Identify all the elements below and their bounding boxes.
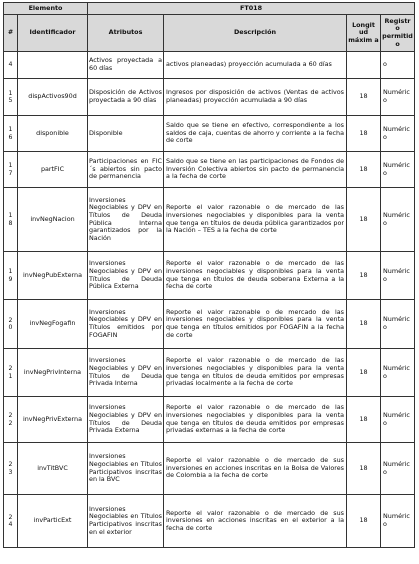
cell-registro: Numéric o xyxy=(381,152,415,188)
cell-registro: Numéric o xyxy=(381,495,415,548)
cell-identificador: invParticExt xyxy=(18,495,88,548)
cell-atributos: Inversiones Negociables en Títulos Participativos inscritas en la BVC xyxy=(88,443,164,495)
cell-longitud: 18 xyxy=(347,397,381,443)
cell-identificador: invNegNacion xyxy=(18,188,88,252)
col-header-number: # xyxy=(4,15,18,52)
table-row xyxy=(4,252,415,300)
row-number xyxy=(4,252,18,300)
cell-registro: o xyxy=(381,52,415,79)
row-number-digit: 0 xyxy=(8,324,13,331)
row-number-digit: 4 xyxy=(8,61,13,69)
cell-identificador: invNegPrivInterna xyxy=(18,349,88,397)
cell-atributos: Inversiones Negociables y DPV en Títulos de Deuda Privada Externa xyxy=(88,397,164,443)
cell-descripcion: Reporte el valor razonable o de mercado de las inversiones negociables y disponibles para la venta que tenga en títulos de deuda emitidos por empresas privadas externas a la fecha de corte xyxy=(164,397,347,443)
cell-descripcion: Reporte el valor razonable o de mercado de sus inversiones en acciones inscritas en la Bolsa de Valores de Colombia a la fecha de corte xyxy=(164,443,347,495)
cell-atributos: Inversiones Negociables y DPV en Títulos emitidos por FOGAFIN xyxy=(88,300,164,349)
row-number xyxy=(4,495,18,548)
table-row xyxy=(4,116,415,152)
row-number xyxy=(4,300,18,349)
cell-registro: Numéric o xyxy=(381,79,415,116)
cell-registro: Numéric o xyxy=(381,300,415,349)
table-row xyxy=(4,300,415,349)
cell-atributos: Disposición de Activos proyectada a 90 días xyxy=(88,79,164,116)
cell-descripcion: Saldo que se tiene en las participaciones de Fondos de Inversión Colectiva abiertos sin pacto de permanencia a la fecha de corte xyxy=(164,152,347,188)
ft018-table xyxy=(3,2,415,548)
cell-descripcion: activos planeadas) proyección acumulada a 60 días xyxy=(164,52,347,79)
cell-atributos: Inversiones Negociables en Títulos Participativos inscritas en el exterior xyxy=(88,495,164,548)
table-body xyxy=(4,52,415,548)
cell-atributos: Inversiones Negociables y DPV en Títulos de Deuda Pública Interna garantizados por la Nación xyxy=(88,188,164,252)
cell-longitud: 18 xyxy=(347,443,381,495)
format-code-header: FT018 xyxy=(88,3,415,15)
cell-longitud: 18 xyxy=(347,300,381,349)
cell-descripcion: Reporte el valor razonable o de mercado de las inversiones negociables y disponibles para la venta que tenga en títulos de deuda soberana Externa a la fecha de corte xyxy=(164,252,347,300)
cell-descripcion: Reporte el valor razonable o de mercado de sus inversiones en acciones inscritas en el exterior a la fecha de corte xyxy=(164,495,347,548)
cell-descripcion: Ingresos por disposición de activos (Ventas de activos planeadas) proyección acumulada a 90 días xyxy=(164,79,347,116)
row-number-digit: 2 xyxy=(8,513,13,521)
table-row xyxy=(4,52,415,79)
cell-registro: Numéric o xyxy=(381,252,415,300)
cell-registro: Numéric o xyxy=(381,116,415,152)
cell-atributos: Inversiones Negociables y DPV en Títulos de Deuda Pública Externa xyxy=(88,252,164,300)
cell-atributos: Participaciones en FIC´s abiertos sin pacto de permanencia xyxy=(88,152,164,188)
row-number xyxy=(4,116,18,152)
cell-longitud: 18 xyxy=(347,495,381,548)
row-number-digit: 2 xyxy=(8,419,13,427)
row-number xyxy=(4,443,18,495)
cell-longitud: 18 xyxy=(347,349,381,397)
col-header-longitud: Longit ud máxim a xyxy=(347,15,381,52)
cell-longitud: 18 xyxy=(347,188,381,252)
row-number-digit: 2 xyxy=(8,461,13,469)
cell-longitud xyxy=(347,52,381,79)
cell-atributos: Disponible xyxy=(88,116,164,152)
row-number-digit: 5 xyxy=(8,97,13,104)
cell-registro: Numéric o xyxy=(381,349,415,397)
cell-identificador: invNegPrivExterna xyxy=(18,397,88,443)
cell-descripcion: Reporte el valor razonable o de mercado de las inversiones negociables y disponibles para la venta que tenga en títulos emitidos por FOGAFIN a la fecha de corte xyxy=(164,300,347,349)
cell-longitud: 18 xyxy=(347,152,381,188)
cell-registro: Numéric o xyxy=(381,443,415,495)
cell-identificador: invTitBVC xyxy=(18,443,88,495)
cell-identificador: dispActivos90d xyxy=(18,79,88,116)
row-number-digit: 2 xyxy=(8,316,13,324)
row-number-digit: 4 xyxy=(8,521,13,528)
cell-longitud: 18 xyxy=(347,116,381,152)
cell-longitud: 18 xyxy=(347,79,381,116)
cell-identificador: disponible xyxy=(18,116,88,152)
row-number xyxy=(4,152,18,188)
cell-descripcion: Saldo que se tiene en efectivo, correspondiente a los saldos de caja, cuentas de ahorro y corriente a la fecha de corte xyxy=(164,116,347,152)
table-row xyxy=(4,79,415,116)
table-row xyxy=(4,443,415,495)
header-row-columns xyxy=(4,15,415,52)
row-number-digit: 2 xyxy=(8,365,13,373)
col-header-registro: Registr o permitid o xyxy=(381,15,415,52)
table-row xyxy=(4,188,415,252)
cell-longitud: 18 xyxy=(347,252,381,300)
row-number-digit: 1 xyxy=(8,126,13,134)
cell-identificador xyxy=(18,52,88,79)
cell-registro: Numéric o xyxy=(381,397,415,443)
cell-atributos: Activos proyectada a 60 días xyxy=(88,52,164,79)
document-page xyxy=(3,2,414,548)
row-number-digit: 8 xyxy=(8,219,13,227)
cell-identificador: invNegFogafin xyxy=(18,300,88,349)
table-row xyxy=(4,495,415,548)
cell-registro: Numéric o xyxy=(381,188,415,252)
row-number-digit: 1 xyxy=(8,162,13,170)
row-number-digit: 2 xyxy=(8,412,13,420)
row-number xyxy=(4,79,18,116)
row-number-digit: 1 xyxy=(8,268,13,276)
cell-identificador: partFIC xyxy=(18,152,88,188)
col-header-atributos: Atributos xyxy=(88,15,164,52)
cell-descripcion: Reporte el valor razonable o de mercado de las inversiones negociables y disponibles para la venta que tenga en títulos de deuda emitidos por empresas privadas localmente a la fecha de corte xyxy=(164,349,347,397)
row-number xyxy=(4,188,18,252)
cell-identificador: invNegPubExterna xyxy=(18,252,88,300)
table-row xyxy=(4,349,415,397)
row-number-digit: 1 xyxy=(8,372,13,380)
table-row xyxy=(4,152,415,188)
row-number xyxy=(4,349,18,397)
row-number xyxy=(4,52,18,79)
row-number-digit: 6 xyxy=(8,133,13,141)
header-row-top xyxy=(4,3,415,15)
row-number-digit: 9 xyxy=(8,275,13,283)
cell-atributos: Inversiones Negociables y DPV en Títulos de Deuda Privada Interna xyxy=(88,349,164,397)
cell-descripcion: Reporte el valor razonable o de mercado de las inversiones negociables y disponibles para la venta que tenga en títulos de deuda pública garantizados por la Nación – TES a la fecha de corte xyxy=(164,188,347,252)
row-number-digit: 1 xyxy=(8,89,13,97)
elemento-header: Elemento xyxy=(4,3,88,15)
row-number xyxy=(4,397,18,443)
row-number-digit: 7 xyxy=(8,169,13,177)
col-header-descripcion: Descripción xyxy=(164,15,347,52)
row-number-digit: 3 xyxy=(8,468,13,476)
table-row xyxy=(4,397,415,443)
col-header-identificador: Identificador xyxy=(18,15,88,52)
row-number-digit: 1 xyxy=(8,212,13,220)
